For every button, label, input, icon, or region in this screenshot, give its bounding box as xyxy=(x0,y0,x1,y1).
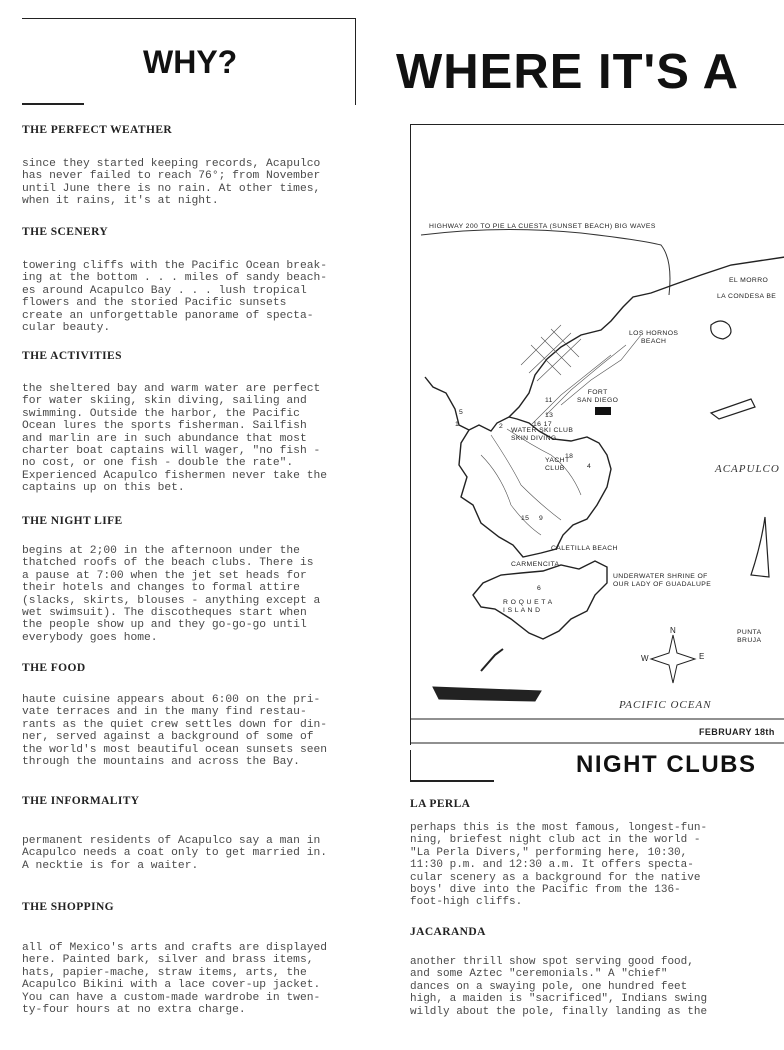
body-line: and marlin are in such abundance that most xyxy=(22,432,307,445)
body-line: cular beauty. xyxy=(22,322,111,335)
body-line: ing at the bottom . . . miles of sandy beach- xyxy=(22,272,328,285)
club-heading: LA PERLA xyxy=(410,798,471,810)
body-line: dances on a swaying pole, one hundred feet xyxy=(410,980,688,993)
body-line: "La Perla Divers," performing here, 10:30, xyxy=(410,846,688,859)
body-line: flowers and the storied Pacific sunsets xyxy=(22,297,287,310)
body-line: swimming. Outside the harbor, the Pacific xyxy=(22,407,300,420)
section-heading: THE SHOPPING xyxy=(22,901,115,913)
body-line: (slacks, skirts, blouses - anything except a xyxy=(22,594,321,607)
map-number: 1 xyxy=(455,421,460,428)
why-banner-title: WHY? xyxy=(143,44,238,80)
map-compass-n: N xyxy=(670,626,677,635)
section-body xyxy=(22,260,327,334)
map-label-los-hornos: LOS HORNOS BEACH xyxy=(629,330,679,345)
map-number: 5 xyxy=(459,409,464,416)
map-number: 16 17 xyxy=(533,421,553,428)
body-line: towering cliffs with the Pacific Ocean break- xyxy=(22,260,328,272)
section-heading: THE INFORMALITY xyxy=(22,795,140,807)
banner-underline xyxy=(22,103,84,105)
body-line: here. Painted bark, silver and brass items, xyxy=(22,954,314,967)
body-line: You can have a custom-made wardrobe in twen- xyxy=(22,991,321,1004)
body-line: the sheltered bay and warm water are perfect xyxy=(22,383,321,395)
map-number: 13 xyxy=(545,412,554,419)
map-label-punta: PUNTA BRUJA xyxy=(737,629,762,644)
map xyxy=(410,124,784,745)
body-line: all of Mexico's arts and crafts are displayed xyxy=(22,942,328,954)
body-line: a pause at 7:00 when the jet set heads for xyxy=(22,569,307,582)
section-body xyxy=(22,942,327,1016)
map-number: 6 xyxy=(537,585,542,592)
map-label-caletilla: CALETILLA BEACH xyxy=(551,545,618,552)
body-line: Acapulco Bikini with a lace cover-up jacket. xyxy=(22,979,321,992)
body-line: begins at 2;00 in the afternoon under the xyxy=(22,545,300,557)
body-line: vate terraces and in the many find restau- xyxy=(22,706,307,719)
map-number: 18 xyxy=(565,453,574,460)
body-line: the world's most beautiful ocean sunsets seen xyxy=(22,743,328,756)
map-label-shrine: UNDERWATER SHRINE OF OUR LADY OF GUADALUPE xyxy=(613,573,712,588)
section-body xyxy=(22,383,327,495)
map-drawing xyxy=(411,125,784,745)
body-line: A necktie is for a waiter. xyxy=(22,859,199,872)
map-number: 9 xyxy=(539,515,544,522)
body-line: ty-four hours at no extra charge. xyxy=(22,1004,246,1017)
body-line: their hotels and changes to formal attire xyxy=(22,582,300,595)
body-line: charter boat captains will wager, "no fish - xyxy=(22,445,321,458)
map-date: FEBRUARY 18th xyxy=(699,727,775,737)
map-compass-w: W xyxy=(641,654,649,663)
map-label-la-condesa: LA CONDESA BE xyxy=(717,293,777,300)
body-line: for water skiing, skin diving, sailing and xyxy=(22,395,307,408)
body-line: since they started keeping records, Acapulco xyxy=(22,158,321,170)
body-line: everybody goes home. xyxy=(22,631,158,644)
night-clubs-title: NIGHT CLUBS xyxy=(576,751,757,778)
club-body xyxy=(410,956,707,1018)
map-label-pacific: PACIFIC OCEAN xyxy=(619,699,712,711)
section-heading: THE NIGHT LIFE xyxy=(22,515,123,527)
map-number: 4 xyxy=(587,463,592,470)
body-line: cular scenery as a background for the native xyxy=(410,871,701,884)
map-number: 15 xyxy=(521,515,530,522)
body-line: has never failed to reach 76°; from November xyxy=(22,170,321,183)
body-line: no cost, or one fish - double the rate". xyxy=(22,457,294,470)
map-compass-e: E xyxy=(699,652,705,661)
club-heading: JACARANDA xyxy=(410,926,486,938)
section-heading: THE SCENERY xyxy=(22,226,109,238)
body-line: permanent residents of Acapulco say a man in xyxy=(22,835,321,847)
body-line: high, a maiden is "sacrificed", Indians swing xyxy=(410,993,708,1006)
body-line: rants as the quiet crew settles down for din- xyxy=(22,718,328,731)
map-label-highway: HIGHWAY 200 TO PIE LA CUESTA (SUNSET BEACH) BIG WAVES xyxy=(429,223,656,230)
body-line: captains up on this bet. xyxy=(22,482,185,495)
body-line: through the mountains and across the Bay. xyxy=(22,756,300,769)
map-number: 11 xyxy=(545,397,553,404)
body-line: es around Acapulco Bay . . . lush tropical xyxy=(22,284,307,297)
body-line: another thrill show spot serving good food, xyxy=(410,956,694,968)
section-heading: THE PERFECT WEATHER xyxy=(22,124,173,136)
map-label-acapulco: ACAPULCO xyxy=(715,463,780,475)
body-line: perhaps this is the most famous, longest-fun- xyxy=(410,822,708,834)
body-line: ning, briefest night club act in the world - xyxy=(410,834,701,847)
body-line: and some Aztec "ceremonials." A "chief" xyxy=(410,968,668,981)
section-body xyxy=(22,694,327,768)
section-body xyxy=(22,158,320,208)
section-heading: THE FOOD xyxy=(22,662,86,674)
map-label-yacht: YACHT CLUB xyxy=(545,457,570,472)
body-line: Acapulco needs a coat only to get married in. xyxy=(22,847,328,860)
body-line: boys' dive into the Pacific from the 136- xyxy=(410,884,681,897)
body-line: Ocean lures the sports fisherman. Sailfish xyxy=(22,420,307,433)
map-label-roqueta: R O Q U E T A I S L A N D xyxy=(503,599,553,614)
body-line: until June there is no rain. At other times, xyxy=(22,182,321,195)
body-line: haute cuisine appears about 6:00 on the pri- xyxy=(22,694,321,706)
map-label-fort: FORT SAN DIEGO xyxy=(577,389,619,404)
body-line: Experienced Acapulco fishermen never take the xyxy=(22,469,328,482)
body-line: the people show up and they go-go-go until xyxy=(22,619,307,632)
section-heading: THE ACTIVITIES xyxy=(22,350,122,362)
body-line: when it rains, it's at night. xyxy=(22,195,219,208)
map-number: 2 xyxy=(499,423,504,430)
body-line: create an unforgettable panorame of specta- xyxy=(22,309,314,322)
map-label-el-morro: EL MORRO xyxy=(729,277,769,284)
body-line: wet swimsuit). The discotheques start when xyxy=(22,607,307,620)
body-line: wildly about the pole, finally landing as the xyxy=(410,1005,708,1018)
club-body xyxy=(410,822,707,909)
body-line: hats, papier-mache, straw items, arts, the xyxy=(22,966,307,979)
map-label-carmencita: CARMENCITA xyxy=(511,561,560,568)
body-line: ner, served against a background of some of xyxy=(22,731,314,744)
section-body xyxy=(22,835,327,872)
banner-underline xyxy=(411,780,494,782)
section-body xyxy=(22,545,320,644)
where-banner-title: WHERE IT'S A xyxy=(396,45,740,99)
body-line: 11:30 p.m. and 12:30 a.m. It offers specta- xyxy=(410,859,694,872)
body-line: thatched roofs of the beach clubs. There is xyxy=(22,557,314,570)
body-line: foot-high cliffs. xyxy=(410,896,523,909)
map-label-water-ski: WATER SKI CLUB SKIN DIVING xyxy=(511,427,574,442)
